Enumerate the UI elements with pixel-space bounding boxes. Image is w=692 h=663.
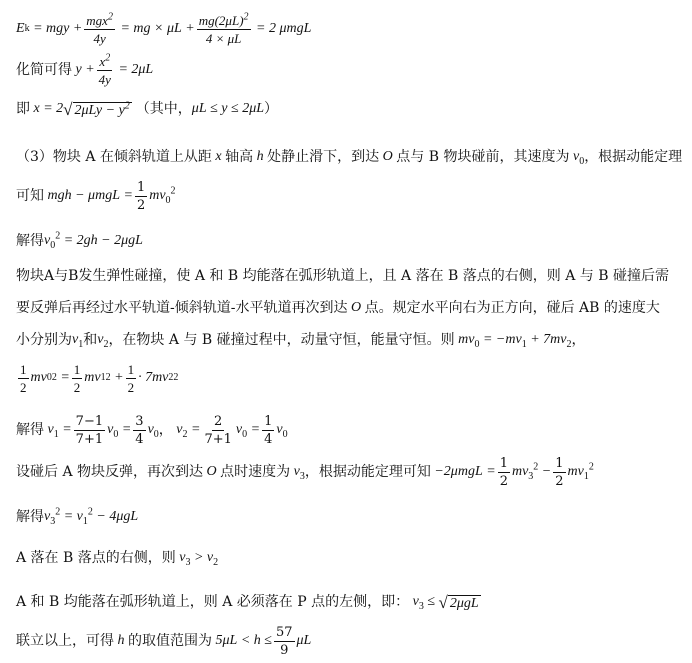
final-range: 联立以上，可得 h 的取值范围为 5μL < h ≤ $\frac{57}{9}$ μL <box>16 624 312 658</box>
text-rebound-a: 设碰后 A 物块反弹，再次到达 <box>16 464 204 480</box>
kinetic-energy-theorem: 可知 mgh − μmgL = $\frac{1}{2}$ $mv_0^2$ <box>16 179 176 213</box>
left-of-p-condition: A 和 B 均能落在弧形轨道上，则 A 必须落在 P 点的左侧，即： $v_3$ ≤ √ 2μgL <box>16 592 479 612</box>
text-jiede-2: 解得 <box>16 422 44 438</box>
text-combine: 联立以上，可得 <box>16 633 114 649</box>
text-right-side: A 落在 B 落点的右侧，则 <box>16 550 176 566</box>
v0-squared-result: 解得 $v_0^2 = 2gh - 2\mu gL$ <box>16 230 143 251</box>
text-momentum-c: ，在物块 A 与 B 碰撞过程中，动量守恒，能量守恒。则 <box>108 332 455 348</box>
text-simplify: 化简可得 <box>16 62 72 78</box>
text-jiede-3: 解得 <box>16 509 44 525</box>
text-where: （其中， <box>135 101 192 117</box>
text-close-paren: ） <box>264 101 279 117</box>
text-collision-2b: 点。规定水平向右为正方向，碰后 AB 的速度大 <box>364 300 660 316</box>
momentum-conservation: 小分别为 $v_1$ 和 $v_2$ ，在物块 A 与 B 碰撞过程中，动量守恒，能量守恒。则 $mv_0 = -mv_1 + 7mv_2$ ， <box>16 332 586 350</box>
rebound-energy: 设碰后 A 物块反弹，再次到达 O 点时速度为 $v_3$ ，根据动能定理可知 −2μmgL = $\frac{1}{2}$ $mv_3^2$ − $\frac{1}{2}$ $mv_1^2$ <box>16 455 594 489</box>
text-comma-2: ， <box>158 422 173 438</box>
text-comma-1: ， <box>571 332 586 348</box>
text-range: 的取值范围为 <box>128 633 212 649</box>
text-part3-a: （3）物块 A 在倾斜轨道上从距 <box>16 149 212 165</box>
text-part3-c: 处静止滑下，到达 <box>267 149 380 165</box>
collision-text-2: 要反弹后再经过水平轨道-倾斜轨道-水平轨道再次到达 O 点。规定水平向右为正方向，碰后 AB 的速度大 <box>16 300 660 316</box>
text-and: 和 <box>83 332 98 348</box>
text-collision-2a: 要反弹后再经过水平轨道-倾斜轨道-水平轨道再次到达 <box>16 300 348 316</box>
part3-intro: （3）物块 A 在倾斜轨道上从距 x 轴高 h 处静止滑下，到达 O 点与 B 物块碰前，其速度为 $v_0$ ，根据动能定理 <box>16 149 683 167</box>
text-part3-b: 轴高 <box>225 149 254 165</box>
text-part3-e: ，根据动能定理 <box>584 149 683 165</box>
text-momentum-a: 小分别为 <box>16 332 72 348</box>
text-ji: 即 <box>16 101 30 117</box>
v3-greater-v2: A 落在 B 落点的右侧，则 $v_3 > v_2$ <box>16 550 219 568</box>
simplified-equation: 化简可得 y + $\frac{x^2}{4y}$ = 2μL <box>16 52 154 87</box>
x-expression: 即 x = 2 √ $2\mu Ly - y^2$ （其中， μL ≤ y ≤ 2μL ） <box>16 99 279 119</box>
text-part3-d: 点与 B 物块碰前，其速度为 <box>396 149 570 165</box>
text-rebound-c: ，根据动能定理可知 <box>304 464 431 480</box>
collision-text-1 <box>16 266 682 286</box>
velocity-results: 解得 $v_1$ = $\frac{7-1}{7+1}$ $v_0$ = $\frac{3}{4}$ $v_0$ ， $v_2$ = $\frac{2}{7+1}$ $v_0$ = $\frac{1}{4}$ $v_0$ <box>16 413 288 447</box>
energy-conservation: $\frac{1}{2}$ mv 0 2 = $\frac{1}{2}$ mv 1 2 + $\frac{1}{2}$ · 7mv 2 2 <box>20 361 179 395</box>
text-kezhi: 可知 <box>16 188 44 204</box>
text-rebound-b: 点时速度为 <box>220 464 291 480</box>
v3-squared-result: 解得 $v_3^2 = v_1^2 - 4\mu gL$ <box>16 506 139 527</box>
text-collision-1: 物块A与B发生弹性碰撞，使 A 和 B 均能落在弧形轨道上，且 A 落在 B 落点的右侧，则 A 与 B 碰撞后需 <box>16 268 669 284</box>
text-left-of-p: A 和 B 均能落在弧形轨道上，则 A 必须落在 P 点的左侧，即： <box>16 594 410 610</box>
text-jiede-1: 解得 <box>16 233 44 249</box>
energy-equation: E k = mgy + $\frac{mgx^2}{4y}$ = mg × μL + $\frac{mg(2\mu L)^2}{4 \times \mu L}$ = 2 μmgL <box>16 11 312 46</box>
